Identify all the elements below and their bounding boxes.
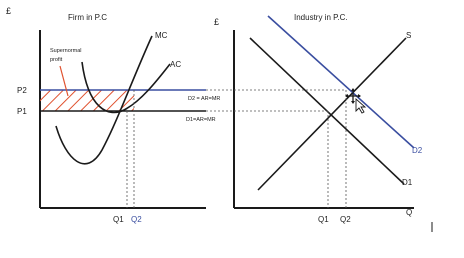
industry-y-axis-label: £ [214,17,220,27]
supernormal-label-1: Supernormal [50,48,82,54]
supernormal-label-2: profit [50,57,63,63]
industry-graph [206,13,423,224]
d1-label: D1=AR=MR [186,117,216,123]
firm-q1-label: Q1 [113,215,124,224]
industry-x-axis-label: Q [406,208,413,217]
d2-curve-label: D2 [412,146,423,155]
supernormal-profit-area [40,90,134,111]
supply-curve [258,38,406,190]
mc-label: MC [155,31,168,40]
d1-curve-label: D1 [402,178,413,187]
p2-label: P2 [17,86,27,95]
s-label: S [406,31,412,40]
firm-q2-label: Q2 [131,215,142,224]
ac-label: AC [170,60,182,69]
industry-title: Industry in P.C. [294,13,348,22]
p1-label: P1 [17,107,27,116]
industry-q2-label: Q2 [340,215,351,224]
firm-title: Firm in P.C [68,13,107,22]
firm-graph [6,6,220,224]
d2-label: D2 = AR=MR [188,96,221,102]
firm-y-axis-label: £ [6,6,12,16]
d2-curve [268,16,414,148]
industry-q1-label: Q1 [318,215,329,224]
